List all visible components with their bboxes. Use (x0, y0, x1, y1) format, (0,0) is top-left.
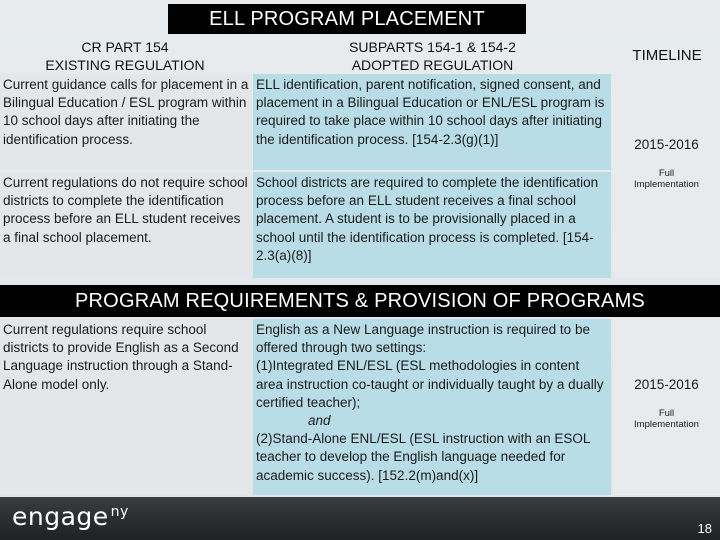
header-adopted-line1: SUBPARTS 154-1 & 154-2 (349, 39, 516, 55)
row3-existing-cell: Current regulations require school districts to provide English as a Second Language instruction through a Stand-Alone model only. (0, 319, 252, 495)
row3-adopted-line1: English as a New Language instruction is required to be offered through two settings: (256, 322, 590, 356)
row2-adopted-cell: School districts are required to complete the identification process before an ELL student receives a final school placement. A student is to be provisionally placed in a school until the identification process is completed. [154-2.3(a)(8)] (253, 172, 611, 278)
row1-existing-cell: Current guidance calls for placement in a Bilingual Education / ESL program within 10 school days after initiating the identification process. (0, 74, 252, 170)
row1-adopted-cell: ELL identification, parent notification, signed consent, and placement in a Bilingual Education or ENL/ESL program is required to take place within 10 school days after initiating the identification process. [154-2.3(g)(1)] (253, 74, 611, 170)
implementation-line2: Implementation (634, 179, 699, 191)
footer-bar (0, 497, 720, 540)
header-existing-line2: EXISTING REGULATION (45, 57, 205, 73)
header-adopted-line2: ADOPTED REGULATION (351, 57, 514, 73)
logo-sup: ny (110, 503, 129, 520)
logo-text: engage (12, 502, 109, 531)
row3-adopted-cell (253, 319, 611, 495)
implementation-line1: Full (658, 168, 675, 180)
engageny-logo (12, 502, 129, 531)
row3-adopted-line2: (1)Integrated ENL/ESL (ESL methodologies in content area instruction co-taught or individually taught by a dually certified teacher); (256, 358, 604, 410)
header-adopted-regulation (255, 38, 610, 74)
implementation-row3-line2: Implementation (634, 419, 699, 431)
header-existing-line1: CR PART 154 (81, 39, 169, 55)
section-title: PROGRAM REQUIREMENTS & PROVISION OF PROGRAMS (0, 285, 720, 317)
page-number: 18 (697, 521, 712, 536)
row3-adopted-line4: (2)Stand-Alone ENL/ESL (ESL instruction with an ESOL teacher to develop the English language needed for academic success). [152.2(m)and(x)] (256, 431, 590, 483)
header-existing-regulation (0, 38, 250, 74)
timeline-cell-top (613, 74, 720, 278)
timeline-year: 2015-2016 (634, 137, 699, 152)
implementation-row3-line1: Full (658, 408, 675, 420)
timeline-cell-bottom (613, 319, 720, 495)
implementation-note (616, 168, 717, 190)
implementation-note-row3 (616, 408, 717, 430)
row2-existing-cell: Current regulations do not require school districts to complete the identification process before an ELL student receives a final school placement. (0, 172, 252, 278)
slide-title: ELL PROGRAM PLACEMENT (168, 4, 526, 34)
header-timeline: TIMELINE (632, 47, 702, 64)
row3-adopted-and: and (308, 413, 331, 429)
timeline-year-row3: 2015-2016 (634, 377, 699, 392)
